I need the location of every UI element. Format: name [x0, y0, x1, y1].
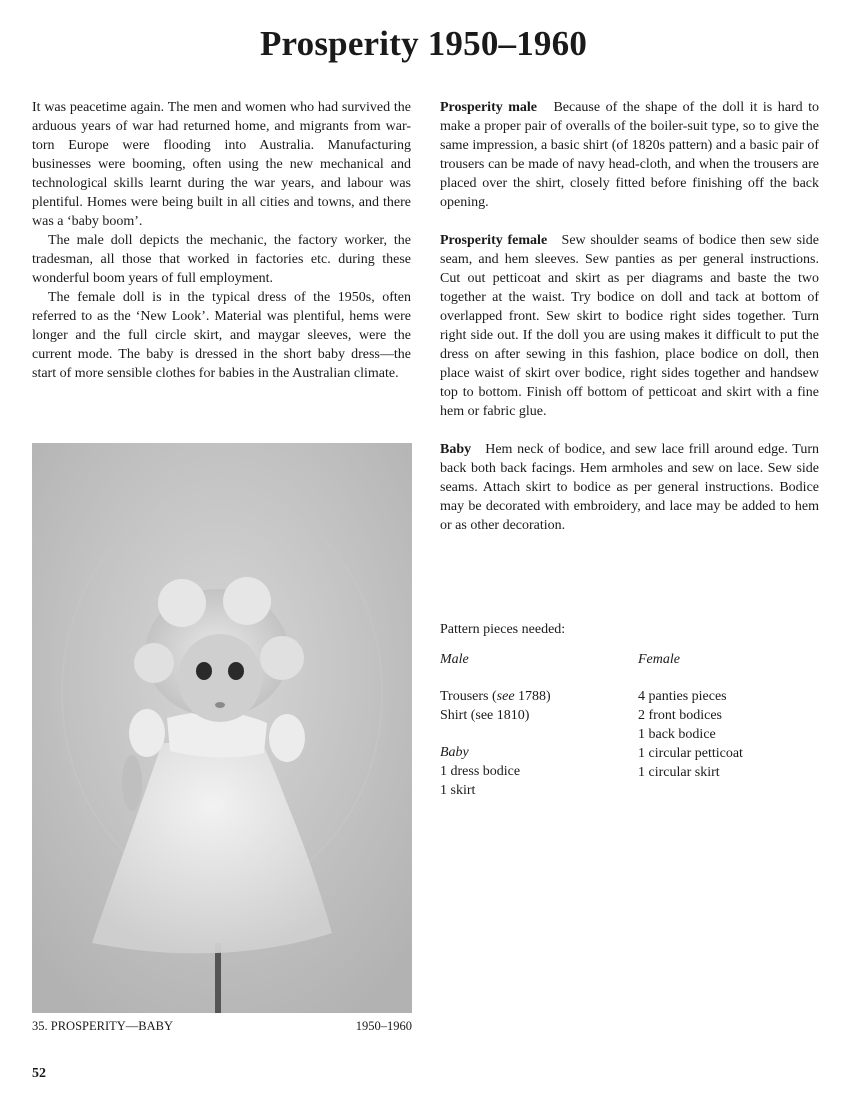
- baby-label: Baby: [440, 745, 469, 760]
- male-text: Because of the shape of the doll it is hard to make a proper pair of overalls of the boiler-suit type, so to give the same impression, a basic shirt (of 1820s pattern) and a basic pair of trousers can be made of navy head-cloth, and when the trousers are placed over the shirt, closely fitted before finishing off the back opening.: [440, 100, 819, 210]
- male-heading: Prosperity male: [440, 100, 537, 115]
- baby-doll-photo: [32, 443, 412, 1013]
- pattern-item: 2 front bodices: [638, 708, 722, 723]
- pattern-female-column: [638, 650, 828, 782]
- intro-paragraph-2: The male doll depicts the mechanic, the factory worker, the tradesman, all those that worked in factories etc. during these wonderful boom years of full employment.: [32, 233, 411, 286]
- female-text: Sew shoulder seams of bodice then sew side seam, and hem sleeves. Sew panties as per general instructions. Cut out petticoat and skirt as per diagrams and baste the two together at the waist. Try bodice on doll and tack at bottom of overlapped front. Sew skirt to bodice right sides together. Turn right side out. If the doll you are using makes it difficult to put the dress on after sewing in this fashion, place bodice on doll, then place waist of skirt over bodice, right sides together and handsew top to bottom. Finish off bottom of petticoat and skirt with a fine hem or fabric glue.: [440, 233, 820, 419]
- intro-paragraph-1: It was peacetime again. The men and women who had survived the arduous years of war had returned home, and migrants from war-torn Europe were flooding into Australia. Manufacturing businesses were booming, often using the new mechanical and technological skills learnt during the war years, and labour was plentiful. Homes were being built in all cities and towns, and there was a ‘baby boom’.: [32, 100, 411, 229]
- pattern-item: Trousers (see 1788): [440, 689, 551, 704]
- baby-instructions: [440, 440, 819, 535]
- page-number: 52: [32, 1066, 46, 1081]
- pattern-item: 1 back bodice: [638, 727, 716, 742]
- pattern-male-column: [440, 650, 630, 800]
- pattern-item: 1 skirt: [440, 783, 476, 798]
- pattern-item: 1 circular skirt: [638, 765, 720, 780]
- instructions-column: [440, 98, 819, 554]
- baby-text: Hem neck of bodice, and sew lace frill around edge. Turn back both back facings. Hem armholes and sew on lace. Sew side seams. Attach skirt to bodice as per general instructions. Bodice may be decorated with embroidery, and lace may be added to hem or as other decoration.: [440, 442, 820, 533]
- intro-paragraph-3: The female doll is in the typical dress of the 1950s, often referred to as the ‘New Look’. Material was plentiful, hems were longer and the full circle skirt, and maygar sleeves, were the current mode. The baby is dressed in the short baby dress—the start of more sensible clothes for babies in the Australian climate.: [32, 290, 411, 381]
- intro-column: [32, 98, 411, 383]
- figure-caption: [32, 1019, 412, 1034]
- pattern-item: 1 circular petticoat: [638, 746, 743, 761]
- female-instructions: [440, 231, 819, 421]
- pattern-item: Shirt (see 1810): [440, 708, 530, 723]
- pattern-pieces-heading: Pattern pieces needed:: [440, 622, 566, 637]
- baby-doll-illustration: [32, 443, 412, 1013]
- male-label: Male: [440, 652, 469, 667]
- pattern-item: 1 dress bodice: [440, 764, 521, 779]
- female-label: Female: [638, 652, 680, 667]
- baby-heading: Baby: [440, 442, 472, 457]
- page-title: Prosperity 1950–1960: [259, 24, 588, 63]
- male-instructions: [440, 98, 819, 212]
- female-heading: Prosperity female: [440, 233, 548, 248]
- caption-label: 35. PROSPERITY—BABY: [32, 1019, 173, 1033]
- pattern-item: 4 panties pieces: [638, 689, 727, 704]
- caption-date: 1950–1960: [355, 1019, 412, 1033]
